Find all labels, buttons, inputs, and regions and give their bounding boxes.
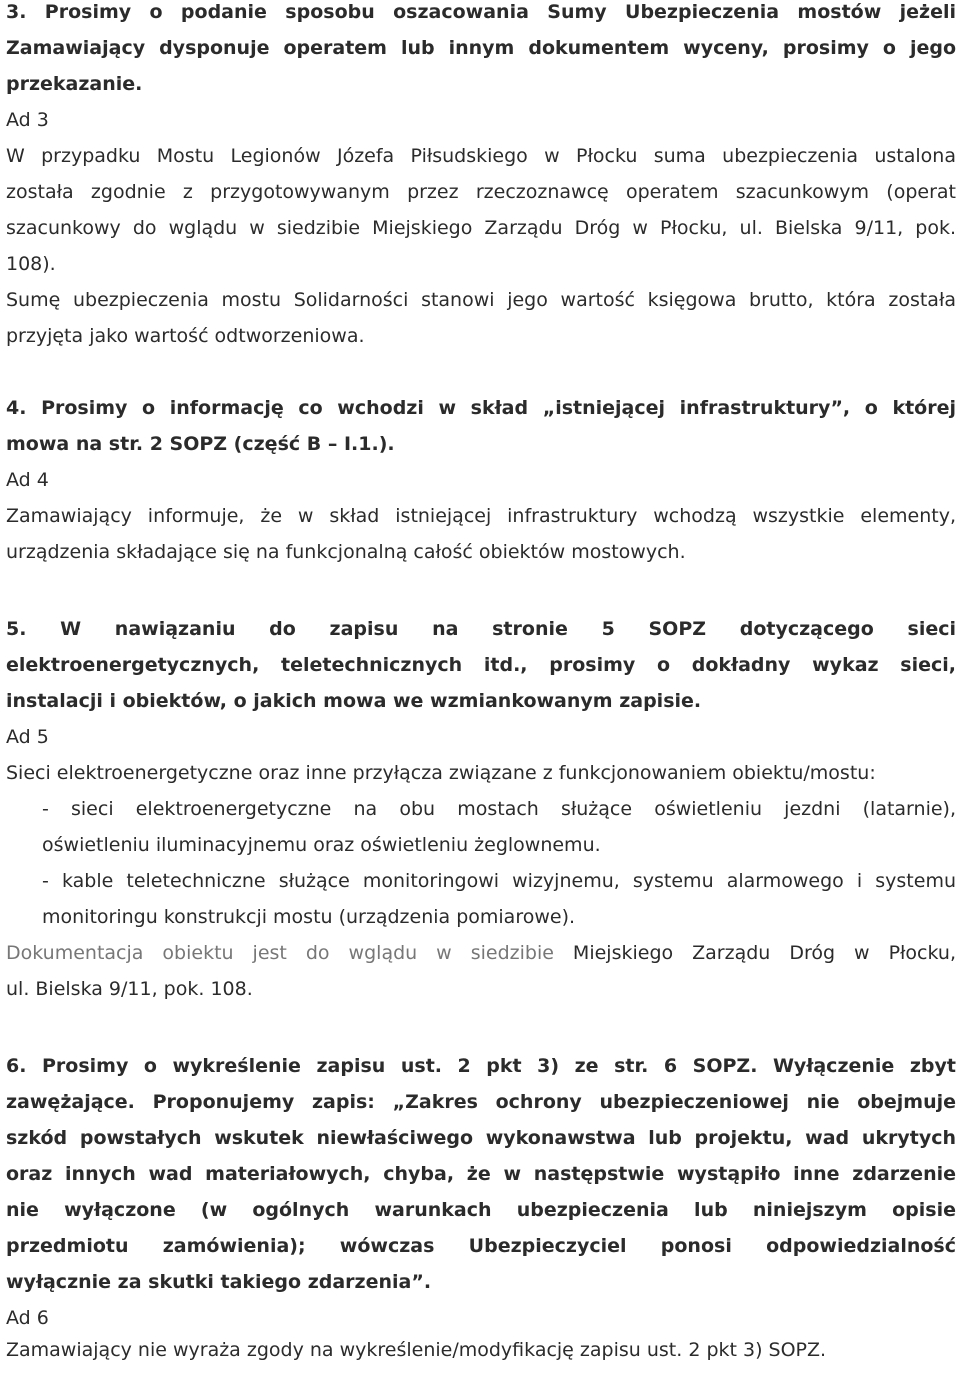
answer-3-line: została zgodnie z przygotowywanym przez rzeczoznawcę operatem szacunkowym (operat xyxy=(6,181,956,203)
question-6-line: 6. Prosimy o wykreślenie zapisu ust. 2 pkt 3) ze str. 6 SOPZ. Wyłączenie zbyt xyxy=(6,1055,956,1077)
question-3-line: przekazanie. xyxy=(6,73,143,95)
answer-5-bullet: - sieci elektroenergetyczne na obu mostach służące oświetleniu jezdni (latarnie), xyxy=(42,798,956,820)
question-5-line: elektroenergetycznych, teletechnicznych itd., prosimy o dokładny wykaz sieci, xyxy=(6,654,956,676)
answer-3-line: szacunkowy do wglądu w siedzibie Miejskiego Zarządu Dróg w Płocku, ul. Bielska 9/11, pok. xyxy=(6,217,956,239)
question-4-line: mowa na str. 2 SOPZ (część B – I.1.). xyxy=(6,433,395,455)
question-6-line: przedmiotu zamówienia); wówczas Ubezpieczyciel ponosi odpowiedzialność xyxy=(6,1235,956,1257)
answer-3-label: Ad 3 xyxy=(6,109,49,131)
answer-5-doc-rest: Miejskiego Zarządu Dróg w Płocku, xyxy=(553,942,956,964)
question-6-line: zawężające. Proponujemy zapis: „Zakres ochrony ubezpieczeniowej nie obejmuje xyxy=(6,1091,956,1113)
answer-3-line: przyjęta jako wartość odtworzeniowa. xyxy=(6,325,365,347)
answer-5-intro: Sieci elektroenergetyczne oraz inne przyłącza związane z funkcjonowaniem obiektu/mostu: xyxy=(6,762,876,784)
question-5-line: 5. W nawiązaniu do zapisu na stronie 5 SOPZ dotyczącego sieci xyxy=(6,618,956,640)
answer-5-bullet: oświetleniu iluminacyjnemu oraz oświetleniu żeglownemu. xyxy=(42,834,601,856)
answer-6-text: Zamawiający nie wyraża zgody na wykreślenie/modyfikację zapisu ust. 2 pkt 3) SOPZ. xyxy=(6,1339,827,1361)
answer-5-label: Ad 5 xyxy=(6,726,49,748)
answer-6-label: Ad 6 xyxy=(6,1307,49,1329)
answer-4-line: urządzenia składające się na funkcjonalną całość obiektów mostowych. xyxy=(6,541,686,563)
answer-5-doc-line: ul. Bielska 9/11, pok. 108. xyxy=(6,978,253,1000)
answer-5-doc-line xyxy=(6,941,956,977)
question-6-line: wyłącznie za skutki takiego zdarzenia”. xyxy=(6,1271,432,1293)
question-3-line: 3. Prosimy o podanie sposobu oszacowania Sumy Ubezpieczenia mostów jeżeli xyxy=(6,1,956,23)
question-6-line: oraz innych wad materiałowych, chyba, że w następstwie wystąpiło inne zdarzenie xyxy=(6,1163,956,1185)
question-6-line: nie wyłączone (w ogólnych warunkach ubezpieczenia lub niniejszym opisie xyxy=(6,1199,956,1221)
question-3-line: Zamawiający dysponuje operatem lub innym dokumentem wyceny, prosimy o jego xyxy=(6,37,956,59)
answer-5-bullet: monitoringu konstrukcji mostu (urządzenia pomiarowe). xyxy=(42,906,576,928)
question-6-line: szkód powstałych wskutek niewłaściwego wykonawstwa lub projektu, wad ukrytych xyxy=(6,1127,956,1149)
answer-5-bullet: - kable teletechniczne służące monitoringowi wizyjnemu, systemu alarmowego i systemu xyxy=(42,870,956,892)
answer-4-label: Ad 4 xyxy=(6,469,49,491)
question-5-line: instalacji i obiektów, o jakich mowa we wzmiankowanym zapisie. xyxy=(6,690,702,712)
answer-3-line: W przypadku Mostu Legionów Józefa Piłsudskiego w Płocku suma ubezpieczenia ustalona xyxy=(6,145,956,167)
answer-4-line: Zamawiający informuje, że w skład istniejącej infrastruktury wchodzą wszystkie elementy, xyxy=(6,505,956,527)
question-4-line: 4. Prosimy o informację co wchodzi w skład „istniejącej infrastruktury”, o której xyxy=(6,397,956,419)
answer-3-line: Sumę ubezpieczenia mostu Solidarności stanowi jego wartość księgowa brutto, która została xyxy=(6,289,956,311)
answer-3-line: 108). xyxy=(6,253,56,275)
answer-5-doc-gray: Dokumentacja obiektu jest do wglądu w siedzibie xyxy=(6,942,554,964)
